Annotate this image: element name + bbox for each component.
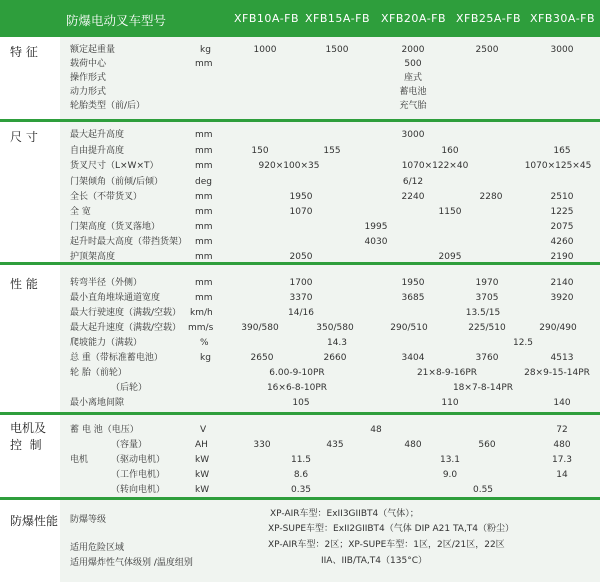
row-label: 护顶架高度 <box>70 252 116 262</box>
row-label: 全 宽 <box>70 207 91 217</box>
row-label: 转弯半径（外侧） <box>70 278 143 288</box>
cell-value: 14 <box>556 470 568 480</box>
section-title-features: 特 征 <box>10 45 38 59</box>
row-label: 轮 胎（前轮） <box>70 368 127 378</box>
cell-value: 350/580 <box>316 323 354 333</box>
cell-value: 560 <box>478 440 496 450</box>
row-label: （后轮） <box>111 383 148 393</box>
cell-value: 2140 <box>550 278 574 288</box>
cell-value: IIA、IIB/TA,T4（135°C） <box>321 556 427 566</box>
cell-value: 290/490 <box>539 323 577 333</box>
model-xfb30a: XFB30A-FB <box>530 12 596 25</box>
row-label: （转向电机） <box>111 485 166 495</box>
cell-value: 2280 <box>479 192 503 202</box>
cell-value: 72 <box>556 425 568 435</box>
cell-value: 4260 <box>550 237 574 247</box>
cell-value: 21×8-9-16PR <box>416 368 478 378</box>
cell-value: 6/12 <box>402 177 424 187</box>
row-unit: kW <box>195 470 210 480</box>
row-unit: mm <box>195 130 213 140</box>
cell-value: 3404 <box>401 353 425 363</box>
cell-value: 4513 <box>550 353 574 363</box>
row-unit: mm <box>195 237 213 247</box>
cell-value: 28×9-15-14PR <box>524 368 590 378</box>
cell-value: 蓄电池 <box>399 87 427 97</box>
row-unit: mm <box>195 222 213 232</box>
cell-value: 290/510 <box>390 323 428 333</box>
row-label: 操作形式 <box>70 73 107 83</box>
cell-value: 2650 <box>250 353 274 363</box>
cell-value: 3760 <box>475 353 499 363</box>
row-unit: km/h <box>190 308 213 318</box>
cell-value: 3920 <box>550 293 574 303</box>
model-xfb25a: XFB25A-FB <box>456 12 522 25</box>
row-unit: mm <box>195 278 213 288</box>
cell-value: 1070 <box>289 207 313 217</box>
row-label: 适用爆炸性气体级别 /温度组别 <box>70 558 193 568</box>
cell-value: 13.5/15 <box>465 308 501 318</box>
row-label: （工作电机） <box>111 470 166 480</box>
table-title: 防爆电动叉车型号 <box>66 13 167 28</box>
cell-value: 3705 <box>475 293 499 303</box>
cell-value: 140 <box>553 398 571 408</box>
row-label: 最大行驶速度（满载/空载） <box>70 308 182 318</box>
row-label: 自由提升高度 <box>70 146 125 156</box>
cell-value: 8.6 <box>293 470 309 480</box>
cell-value: 座式 <box>403 73 423 83</box>
cell-value: 0.35 <box>290 485 312 495</box>
row-label: 最大起升高度 <box>70 130 125 140</box>
row-unit: V <box>200 425 207 435</box>
cell-value: 2510 <box>550 192 574 202</box>
cell-value: 4030 <box>364 237 388 247</box>
row-label: 爬坡能力（满载） <box>70 338 143 348</box>
section-title-dimensions: 尺 寸 <box>10 130 38 144</box>
cell-value: 12.5 <box>512 338 534 348</box>
row-unit: mm <box>195 207 213 217</box>
cell-value: 1070×122×40 <box>401 161 469 171</box>
row-unit: mm <box>195 293 213 303</box>
cell-value: 16×6-8-10PR <box>266 383 328 393</box>
cell-value: 105 <box>292 398 310 408</box>
row-label: 最小直角堆垛通道宽度 <box>70 293 161 303</box>
row-label: （容量） <box>111 440 148 450</box>
model-xfb20a: XFB20A-FB <box>381 12 447 25</box>
cell-value: 1500 <box>325 45 349 55</box>
row-label: 防爆等级 <box>70 515 107 525</box>
section-title-performance: 性 能 <box>10 277 38 291</box>
row-label: 额定起重量 <box>70 45 116 55</box>
section-title-motor: 电机及 控 制 <box>10 421 47 452</box>
cell-value: 11.5 <box>290 455 312 465</box>
row-unit: mm/s <box>188 323 214 333</box>
row-label: 起升时最大高度（带挡货架） <box>70 237 188 247</box>
row-label: 蓄 电 池（电压） <box>70 425 139 435</box>
cell-value: 1995 <box>364 222 388 232</box>
cell-value: 0.55 <box>472 485 494 495</box>
cell-value: 435 <box>326 440 344 450</box>
cell-value: 48 <box>370 425 382 435</box>
cell-value: 2660 <box>323 353 347 363</box>
cell-value: 1950 <box>401 278 425 288</box>
model-xfb15a: XFB15A-FB <box>305 12 371 25</box>
row-unit: mm <box>195 161 213 171</box>
cell-value: 155 <box>323 146 341 156</box>
row-unit: % <box>200 338 209 348</box>
cell-value: 480 <box>553 440 571 450</box>
row-label: 总 重（带标准蓄电池） <box>70 353 163 363</box>
cell-value: 3370 <box>289 293 313 303</box>
section-title-explosion: 防爆性能 <box>10 514 59 528</box>
cell-value: 480 <box>404 440 422 450</box>
cell-value: 17.3 <box>551 455 573 465</box>
cell-value: 225/510 <box>468 323 506 333</box>
cell-value: 1070×125×45 <box>524 161 592 171</box>
row-unit: kW <box>195 455 210 465</box>
row-label: 动力形式 <box>70 87 107 97</box>
row-label: 门架倾角（前倾/后倾） <box>70 177 164 187</box>
row-unit: kg <box>200 45 211 55</box>
cell-value: 150 <box>251 146 269 156</box>
cell-value: 2500 <box>475 45 499 55</box>
row-label: 电机 <box>70 455 89 465</box>
cell-value: XP-AIR车型：ExII3GIIBT4（气体）； <box>270 509 419 519</box>
cell-value: 110 <box>441 398 459 408</box>
cell-value: 3000 <box>550 45 574 55</box>
cell-value: 920×100×35 <box>258 161 320 171</box>
cell-value: 390/580 <box>241 323 279 333</box>
cell-value: 1970 <box>475 278 499 288</box>
cell-value: XP-AIR车型：2区；XP-SUPE车型：1区，2区/21区，22区 <box>268 540 505 550</box>
cell-value: 2095 <box>438 252 462 262</box>
row-sublabel: （驱动电机） <box>111 455 166 465</box>
cell-value: 165 <box>553 146 571 156</box>
cell-value: 18×7-8-14PR <box>452 383 514 393</box>
table-header <box>0 0 600 37</box>
cell-value: 14/16 <box>288 308 314 318</box>
row-label: 门架高度（货叉落地） <box>70 222 161 232</box>
cell-value: 500 <box>404 59 422 69</box>
model-xfb10a: XFB10A-FB <box>234 12 300 25</box>
cell-value: 1700 <box>289 278 313 288</box>
cell-value: 1950 <box>289 192 313 202</box>
cell-value: 2050 <box>289 252 313 262</box>
row-label: 最大起升速度（满载/空载） <box>70 323 182 333</box>
cell-value: 13.1 <box>439 455 461 465</box>
row-label: 适用危险区域 <box>70 543 125 553</box>
row-unit: mm <box>195 192 213 202</box>
row-label: 货叉尺寸（L×W×T） <box>70 161 159 171</box>
row-unit: mm <box>195 252 213 262</box>
row-label: 轮胎类型（前/后） <box>70 101 146 111</box>
cell-value: 3000 <box>401 130 425 140</box>
cell-value: 3685 <box>401 293 425 303</box>
row-label: 全长（不带货叉） <box>70 192 143 202</box>
row-unit: kg <box>200 353 211 363</box>
cell-value: 160 <box>441 146 459 156</box>
cell-value: 9.0 <box>442 470 458 480</box>
cell-value: 1225 <box>550 207 574 217</box>
row-unit: kW <box>195 485 210 495</box>
cell-value: 1150 <box>438 207 462 217</box>
row-unit: deg <box>195 177 212 187</box>
cell-value: 2240 <box>401 192 425 202</box>
row-label: 最小离地间隙 <box>70 398 125 408</box>
cell-value: 330 <box>253 440 271 450</box>
cell-value: 14.3 <box>326 338 348 348</box>
row-label: 载荷中心 <box>70 59 107 69</box>
row-unit: AH <box>195 440 208 450</box>
cell-value: 2075 <box>550 222 574 232</box>
row-unit: mm <box>195 146 213 156</box>
row-unit: mm <box>195 59 213 69</box>
cell-value: 6.00-9-10PR <box>269 368 325 378</box>
cell-value: 2190 <box>550 252 574 262</box>
cell-value: XP-SUPE车型：ExII2GIIBT4（气体 DIP A21 TA,T4（粉尘） <box>268 524 515 534</box>
cell-value: 1000 <box>253 45 277 55</box>
cell-value: 2000 <box>401 45 425 55</box>
cell-value: 充气胎 <box>399 101 427 111</box>
